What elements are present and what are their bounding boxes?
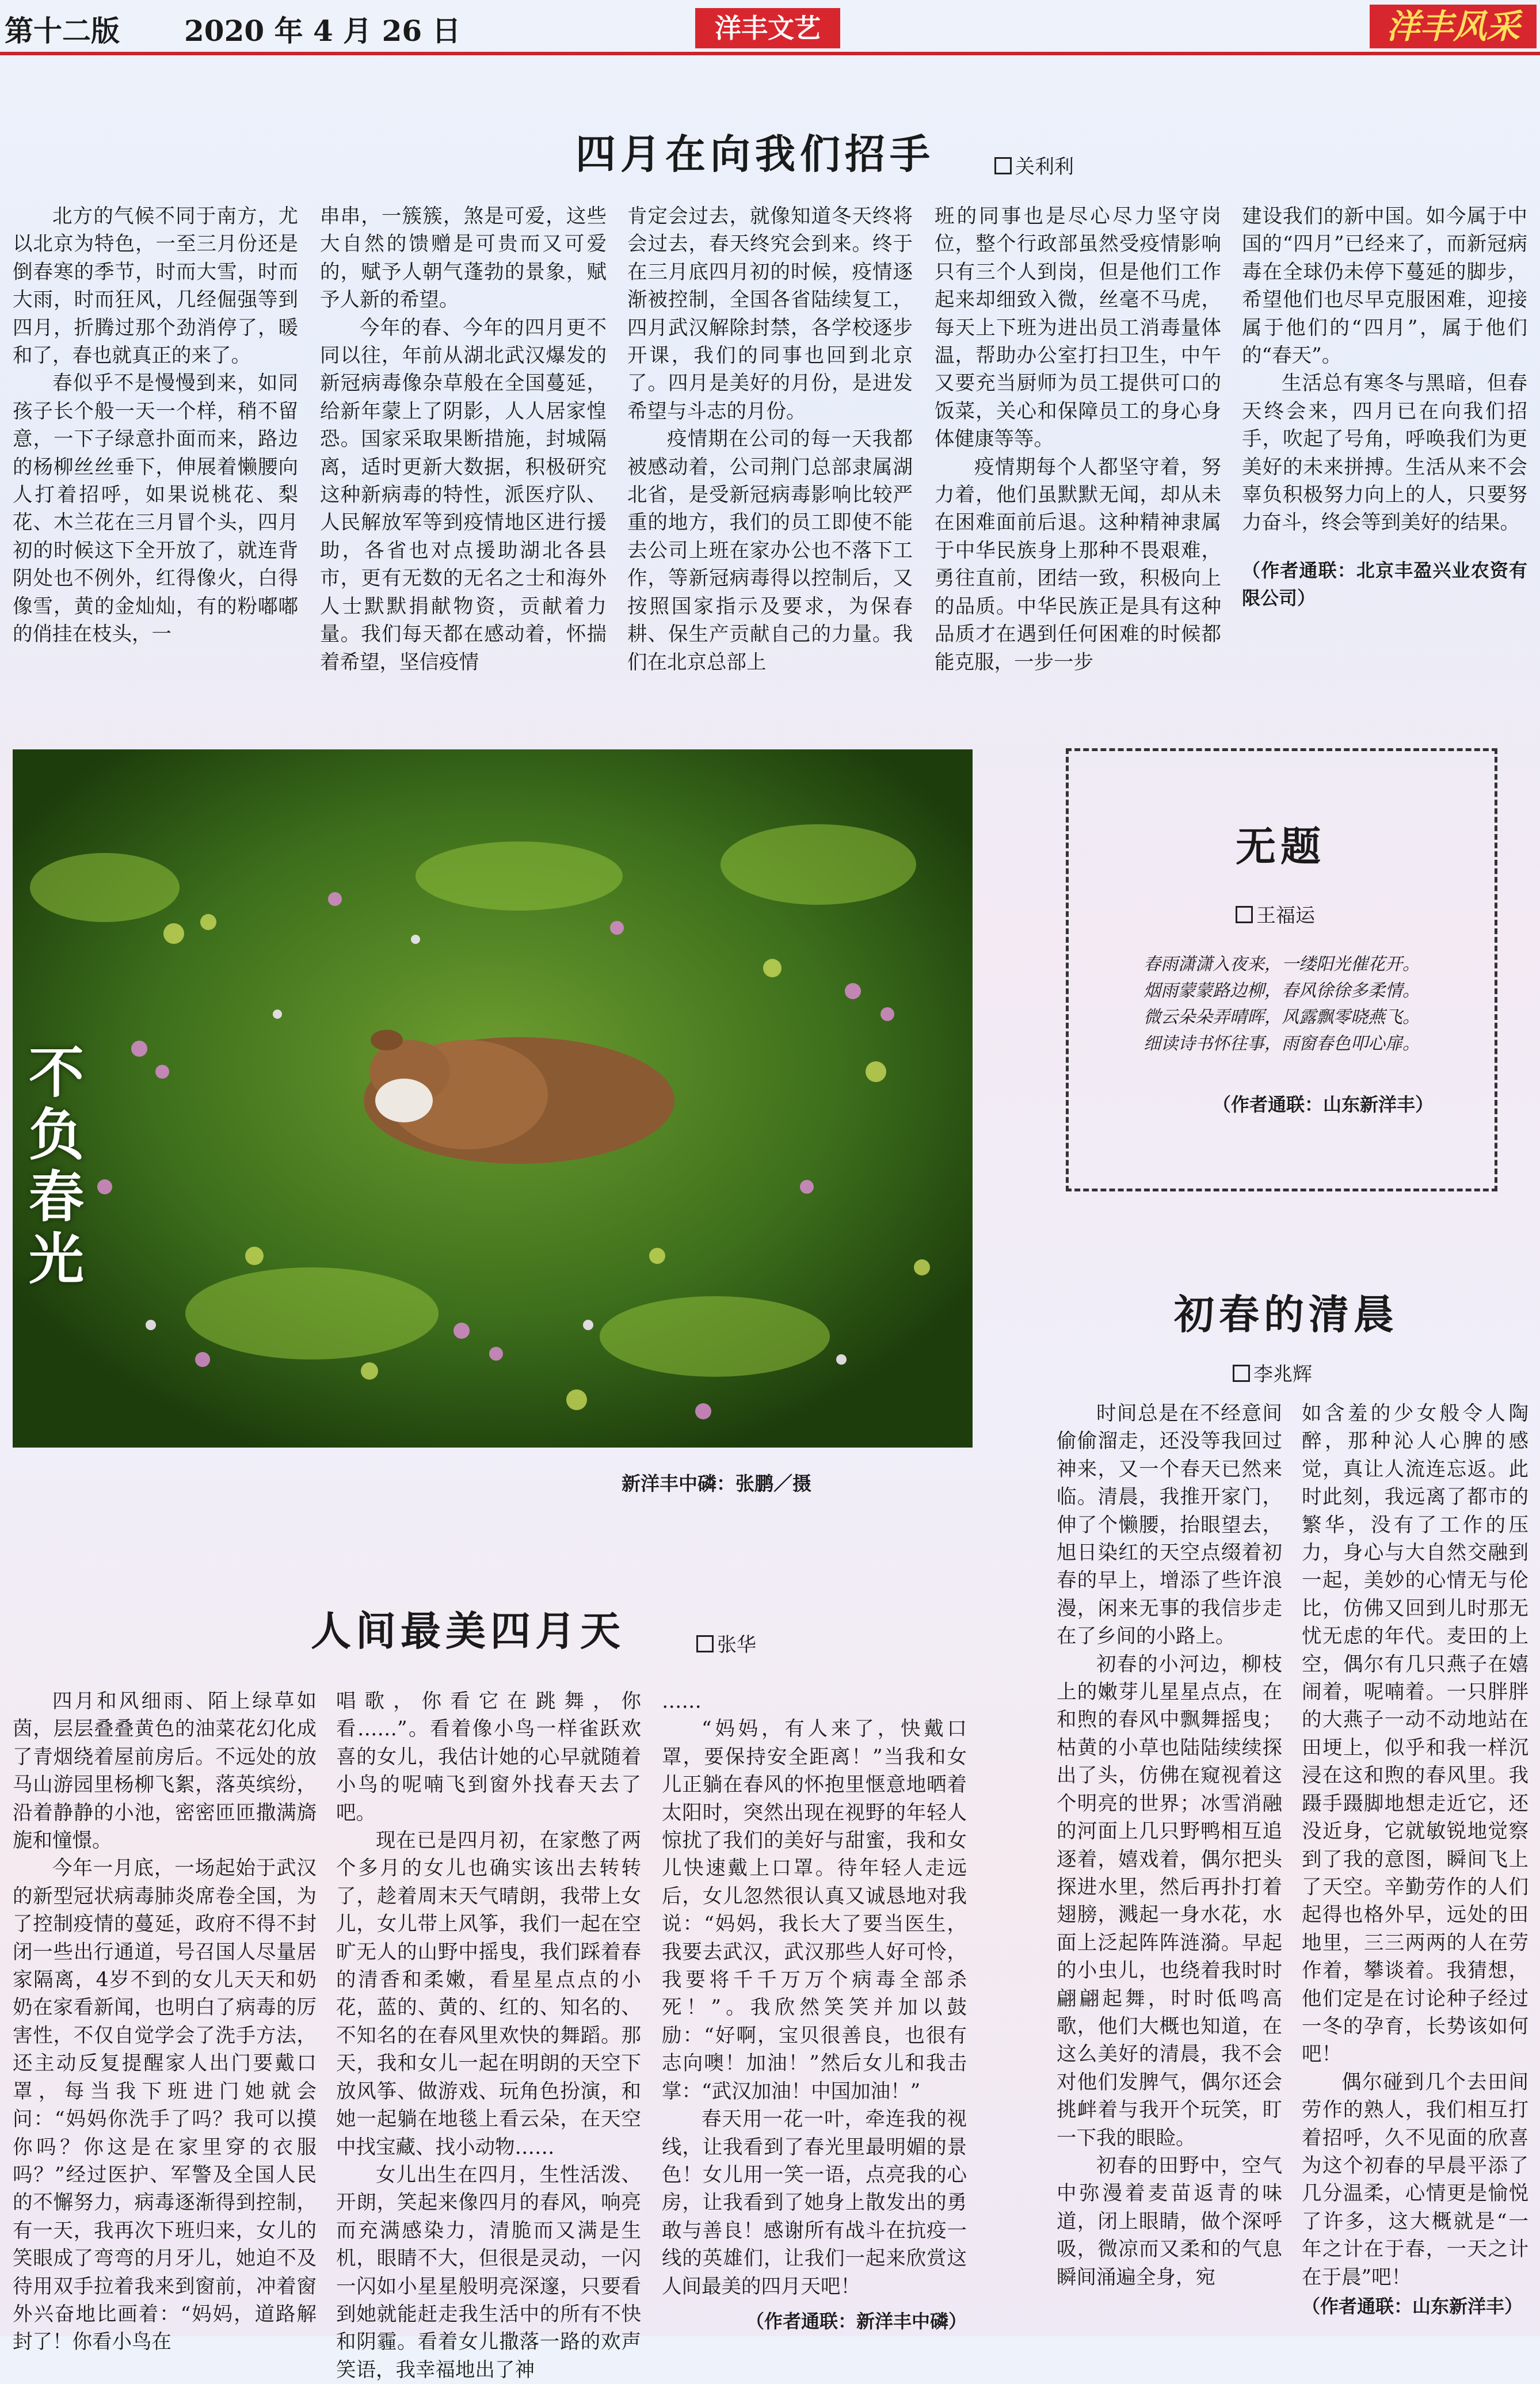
- article-column: 串串，一簇簇，煞是可爱，这些大自然的馈赠是可贵而又可爱的，赋予人朝气蓬勃的景象，赋予人新的希望。 今年的春、今年的四月更不同以往，年前从湖北武汉爆发的新冠病毒像杂草般在全国蔓延，给新年蒙上了阴影，人人居家惶恐。国家采取果断措施，封城隔离，适时更新大数据，积极研究这种新病毒的特性，派医疗队、人民解放军等到疫情地区进行援助，各省也对点援助湖北各县市，更有无数的无名之士和海外人士默默捐献物资，贡献着力量。我们每天都在感动着，怀揣着希望，坚信疫情: [320, 205, 607, 674]
- poem-line: 春雨潇潇入夜来，一缕阳光催花开。: [1143, 954, 1420, 974]
- article-column: 班的同事也是尽心尽力坚守岗位，整个行政部虽然受疫情影响只有三个人到岗，但是他们工作起来却细致入微，丝毫不马虎，每天上下班为进出员工消毒量体温，帮助办公室打扫卫生，中午又要充当厨师为员工提供可口的饭菜，关心和保障员工的身心身体健康等等。 疫情期每个人都坚守着，努力着，他们虽默默无闻，却从未在困难面前后退。这种精神隶属于中华民族身上那种不畏艰难，勇往直前，团结一致，积极向上的品质。中华民族正是具有这种品质才在遇到任何困难的时候都能克服，一步一步: [935, 205, 1221, 674]
- poem-body: [1080, 951, 1483, 1057]
- article-column: 如含羞的少女般令人陶醉，那种沁人心脾的感觉，真让人流连忘返。此时此刻，我远离了都市的繁华，没有了工作的压力，身心与大自然交融到一起，美妙的心情无与伦比，仿佛又回到儿时那无忧无虑的年代。麦田的上空，偶尔有几只燕子在嬉闹着，呢喃着。一只胖胖的大燕子一动不动地站在田埂上，似乎和我一样沉浸在这和煦的春风里。我蹑手蹑脚地想走近它，还没近身，它就敏锐地觉察到了我的意图，瞬间飞上了天空。辛勤劳作的人们起得也格外早，远处的田地里，三三两两的人在劳作着，攀谈着。我猜想，他们定是在讨论种子经过一冬的孕育，长势该如何吧！ 偶尔碰到几个去田间劳作的熟人，我们相互打着招呼，久不见面的欣喜为这个初春的早晨平添了几分温柔，心情更是愉悦了许多，这大概就是“一年之计在于春，一天之计在于晨”吧！ （作者通联：山东新洋丰）: [1302, 1400, 1528, 2320]
- article-column: …… “妈妈，有人来了，快戴口罩，要保持安全距离！”当我和女儿正躺在春风的怀抱里惬意地晒着太阳时，突然出现在视野的年轻人惊扰了我们的美好与甜蜜，我和女儿快速戴上口罩。待年轻人走远后，女儿忽然很认真又诚恳地对我说：“妈妈，我长大了要当医生，我要去武汉，武汉那些人好可怜，我要将千千万万个病毒全部杀死！”。我欣然笑笑并加以鼓励：“好啊，宝贝很善良，也很有志向噢！加油！”然后女儿和我击掌：“武汉加油！中国加油！” 春天用一花一叶，牵连我的视线，让我看到了春光里最明媚的景色！女儿用一笑一语，点亮我的心房，让我看到了她身上散发出的勇敢与善良！感谢所有战斗在抗疫一线的英雄们，让我们一起来欣赏这人间最美的四月天吧！ （作者通联：新洋丰中磷）: [662, 1688, 967, 2335]
- author-contact: （作者通联：新洋丰中磷）: [745, 2310, 967, 2332]
- article-column: 四月和风细雨、陌上绿草如茵，层层叠叠黄色的油菜花幻化成了青烟绕着屋前房后。不远处的放马山游园里杨柳飞絮，落英缤纷，沿着静静的小池，密密匝匝撒满旖旎和憧憬。 今年一月底，一场起始于武汉的新型冠状病毒肺炎席卷全国，为了控制疫情的蔓延，政府不得不封闭一些出行通道，号召国人尽量居家隔离，4岁不到的女儿天天和奶奶在家看新闻，也明白了病毒的厉害性，不仅自觉学会了洗手方法，还主动反复提醒家人出门要戴口罩，每当我下班进门她就会问：“妈妈你洗手了吗？我可以摸你吗？你这是在家里穿的衣服吗？”经过医护、军警及全国人民的不懈努力，病毒逐渐得到控制，有一天，我再次下班归来，女儿的笑眼成了弯弯的月牙儿，她迫不及待用双手拉着我来到窗前，冲着窗外兴奋地比画着：“妈妈，道路解封了！你看小鸟在: [13, 1690, 317, 2354]
- article-byline: 关利利: [994, 151, 1074, 179]
- poem-line: 细读诗书怀往事，雨窗春色叩心扉。: [1143, 1034, 1420, 1054]
- article-byline: 李兆辉: [1233, 1358, 1312, 1387]
- poem-line: 烟雨蒙蒙路边柳，春风徐徐多柔情。: [1143, 981, 1420, 1001]
- article-title: 人间最美四月天: [311, 1607, 625, 1655]
- header-rule: [0, 52, 1540, 55]
- photo-caption: 新洋丰中磷：张鹏／摄: [622, 1472, 811, 1495]
- article-column: 唱歌，你看它在跳舞，你看……”。看着像小鸟一样雀跃欢喜的女儿，我估计她的心早就随着小鸟的呢喃飞到窗外找春天去了吧。 现在已是四月初，在家憋了两个多月的女儿也确实该出去转转了，趁着周末天气晴朗，我带上女儿，女儿带上风筝，我们一起在空旷无人的山野中摇曳，我们踩着春的清香和柔嫩，看星星点点的小花，蓝的、黄的、红的、知名的、不知名的在春风里欢快的舞蹈。那天，我和女儿一起在明朗的天空下放风筝、做游戏、玩角色扮演，和她一起躺在地毯上看云朵，在天空中找宝藏、找小动物…… 女儿出生在四月，生性活泼、开朗，笑起来像四月的春风，响亮而充满感染力，清脆而又满是生机，眼睛不大，但很是灵动，一闪一闪如小星星般明亮深邃，只要看到她就能赶走我生活中的所有不快和阴霾。看着女儿撒落一路的欢声笑语，我幸福地出了神: [336, 1690, 641, 2382]
- article-column: 时间总是在不经意间偷偷溜走，还没等我回过神来，又一个春天已然来临。清晨，我推开家门，伸了个懒腰，抬眼望去，旭日染红的天空点缀着初春的早上，增添了些许浪漫，闲来无事的我信步走在了乡间的小路上。 初春的小河边，柳枝上的嫩芽儿星星点点，在和煦的春风中飘舞摇曳；枯黄的小草也陆陆续续探出了头，仿佛在窥视着这个明亮的世界；冰雪消融的河面上几只野鸭相互追逐着，嬉戏着，偶尔把头探进水里，然后再扑打着翅膀，溅起一身水花，水面上泛起阵阵涟漪。早起的小虫儿，也绕着我时时翩翩起舞，时时低鸣高歌，他们大概也知道，在这么美好的清晨，我不会对他们发脾气，偶尔还会挑衅着与我开个玩笑，盯一下我的眼睑。 初春的田野中，空气中弥漫着麦苗返青的味道，闭上眼睛，做个深呼吸，微凉而又柔和的气息瞬间涌遍全身，宛: [1057, 1402, 1282, 2289]
- issue-date: 2020 年 4 月 26 日: [184, 14, 461, 48]
- author-contact: （作者通联：山东新洋丰）: [1213, 1094, 1434, 1115]
- calf-illustration: [13, 749, 973, 1448]
- author-contact: （作者通联：山东新洋丰）: [1302, 2295, 1523, 2317]
- article-column: 建设我们的新中国。如今属于中国的“四月”已经来了，而新冠病毒在全球仍未停下蔓延的脚步，希望他们也尽早克服困难，迎接属于他们的“四月”，属于他们的“春天”。 生活总有寒冬与黑暗，但春天终会来，四月已在向我们招手，吹起了号角，呼唤我们为更美好的未来拼搏。生活从来不会辜负积极努力向上的人，只要努力奋斗，终会等到美好的结果。 （作者通联：北京丰盈兴业农资有限公司）: [1242, 203, 1527, 612]
- poem-box: [1066, 748, 1497, 1191]
- article-title: 初春的清晨: [1174, 1290, 1398, 1338]
- article-byline: 张华: [696, 1629, 756, 1657]
- poem-author: 王福运: [1236, 900, 1315, 928]
- article-column: 肯定会过去，就像知道冬天终将会过去，春天终究会到来。终于在三月底四月初的时候，疫情逐渐被控制，全国各省陆续复工，四月武汉解除封禁，各学校逐步开课，我们的同事也回到北京了。四月是美好的月份，是进发希望与斗志的月份。 疫情期在公司的每一天我都被感动着，公司荆门总部隶属湖北省，是受新冠病毒影响比较严重的地方，我们的员工即使不能去公司上班在家办公也不落下工作，等新冠病毒得以控制后，又按照国家指示及要求，为保春耕、保生产贡献自己的力量。我们在北京总部上: [627, 205, 913, 674]
- photo-vertical-title: 不负春光: [29, 1040, 84, 1292]
- article-title: 四月在向我们招手: [575, 130, 935, 178]
- author-contact: （作者通联：北京丰盈兴业农资有限公司）: [1242, 559, 1527, 609]
- edition-number: 第十二版: [5, 14, 120, 48]
- masthead-logo: 洋丰风采: [1370, 5, 1537, 48]
- page-header: [0, 0, 1540, 53]
- poem-title: 无题: [1236, 822, 1325, 870]
- article-column: 北方的气候不同于南方，尤以北京为特色，一至三月份还是倒春寒的季节，时而大雪，时而大雨，时而狂风，几经倔强等到四月，折腾过那个劲消停了，暖和了，春也就真正的来了。 春似乎不是慢慢到来，如同孩子长个般一天一个样，稍不留意，一下子绿意扑面而来，路边的杨柳丝丝垂下，伸展着懒腰向人打着招呼，如果说桃花、梨花、木兰花在三月冒个头，四月初的时候这下全开放了，就连背阴处也不例外，红得像火，白得像雪，黄的金灿灿，有的粉嘟嘟的俏挂在枝头，一: [13, 205, 298, 646]
- photo-calf-in-flowers: [13, 749, 973, 1448]
- poem-line: 微云朵朵弄晴晖，风露飘零晓燕飞。: [1143, 1007, 1420, 1027]
- section-label: 洋丰文艺: [695, 8, 840, 48]
